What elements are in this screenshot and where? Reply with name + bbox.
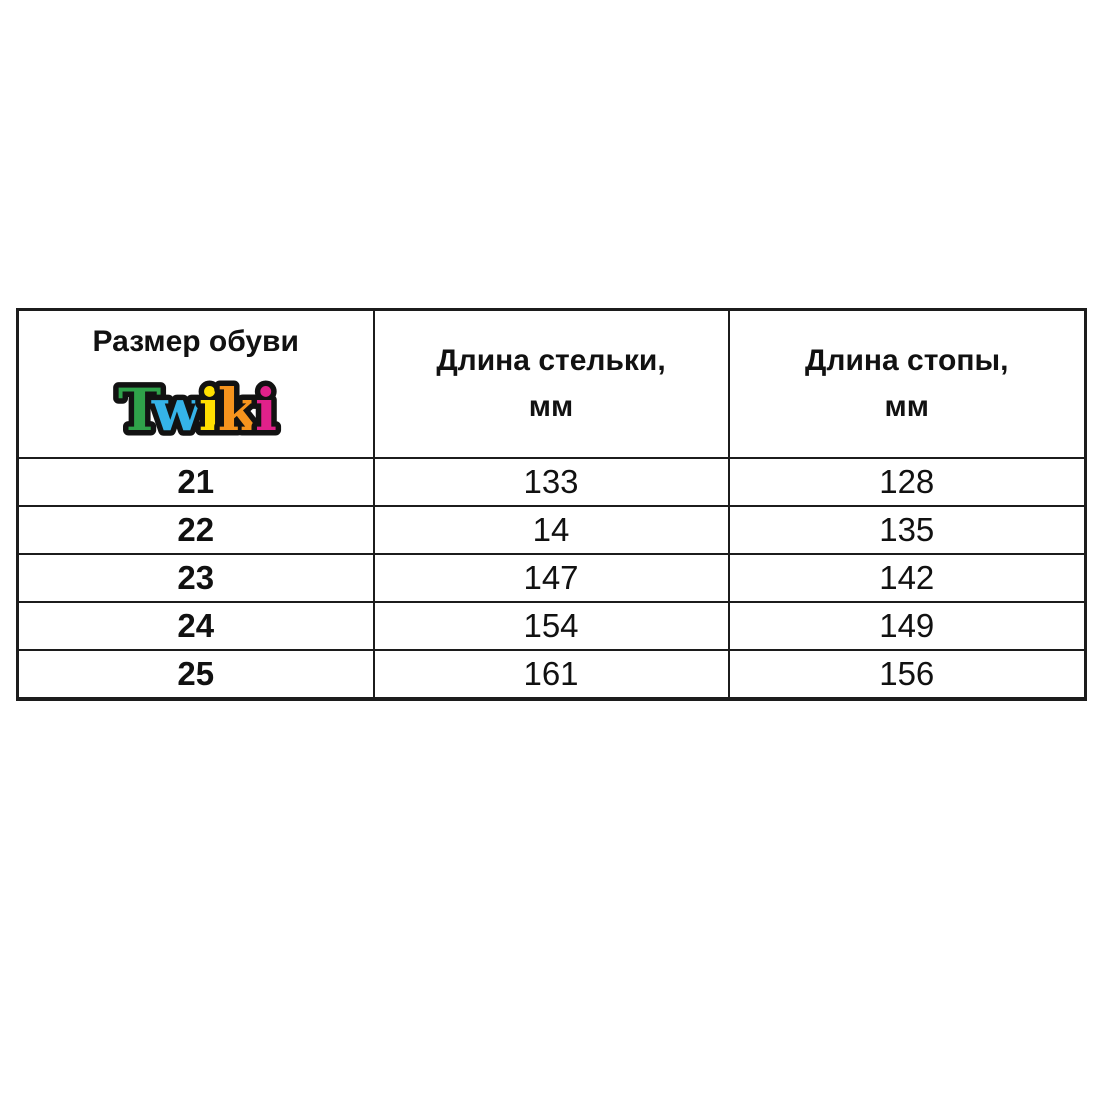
size-cell: 23 (18, 554, 374, 602)
header-row (18, 310, 1086, 459)
twiki-logo (93, 367, 299, 453)
svg-text:Twiki: Twiki (117, 376, 274, 445)
size-cell: 22 (18, 506, 374, 554)
insole-label-line1: Длина стельки, (436, 343, 666, 377)
foot-label-line1: Длина стопы, (805, 343, 1009, 377)
insole-cell: 14 (374, 506, 729, 554)
insole-cell: 133 (374, 458, 729, 506)
insole-label-line2: мм (528, 390, 574, 423)
size-chart-table (16, 308, 1087, 701)
size-cell: 25 (18, 650, 374, 699)
insole-cell: 147 (374, 554, 729, 602)
table-row (18, 650, 1086, 699)
table-row (18, 602, 1086, 650)
foot-cell: 156 (729, 650, 1086, 699)
foot-label-line2: мм (884, 390, 929, 423)
header-shoe-size (18, 310, 374, 459)
foot-cell: 142 (729, 554, 1086, 602)
size-cell: 21 (18, 458, 374, 506)
shoe-size-label: Размер обуви (92, 324, 299, 358)
header-insole-length (374, 310, 729, 459)
foot-cell: 135 (729, 506, 1086, 554)
table-row (18, 458, 1086, 506)
foot-cell: 128 (729, 458, 1086, 506)
table-row (18, 506, 1086, 554)
foot-cell: 149 (729, 602, 1086, 650)
table-row (18, 554, 1086, 602)
size-cell: 24 (18, 602, 374, 650)
header-foot-length (729, 310, 1086, 459)
insole-cell: 154 (374, 602, 729, 650)
twiki-logo-svg (93, 367, 299, 453)
insole-cell: 161 (374, 650, 729, 699)
